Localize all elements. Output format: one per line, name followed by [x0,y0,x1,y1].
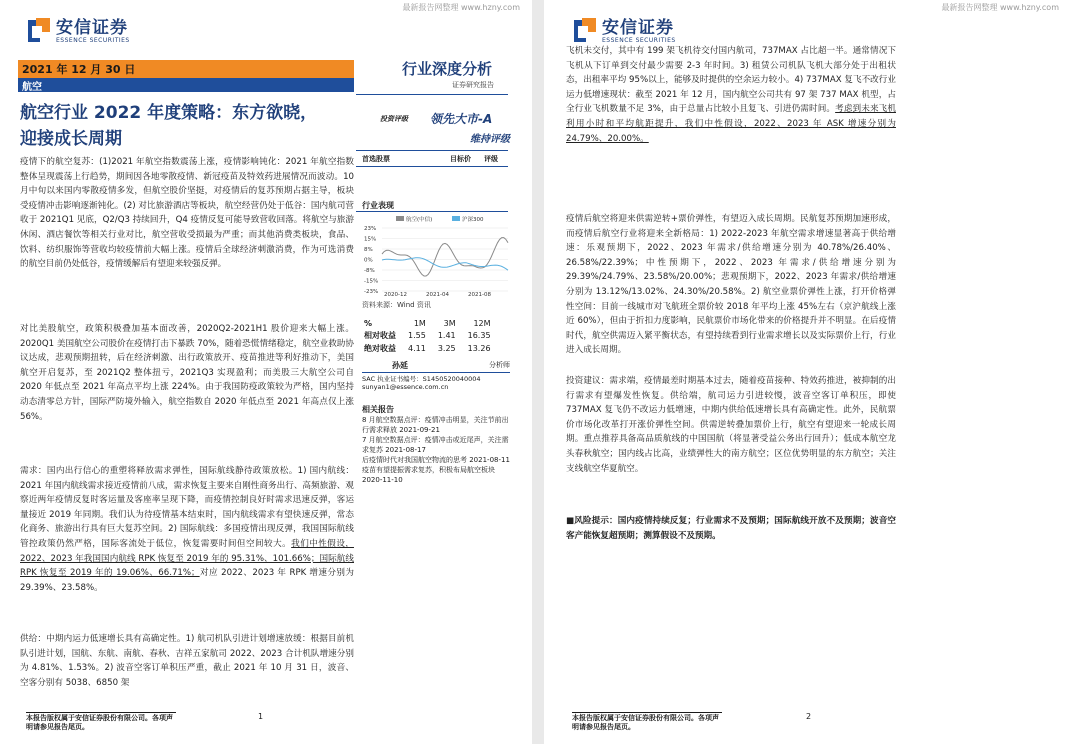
stock-head-1: 首选股票 [362,155,390,163]
related-item[interactable]: 后疫情时代对我国航空物流的思考 2021-08-11 [362,456,510,464]
x-tick-label: 2021-04 [426,292,449,298]
logo-en: ESSENCE SECURITIES [602,36,676,44]
y-tick-label: 8% [364,247,373,253]
footer-rule [572,712,722,713]
industry-performance-chart [362,212,510,298]
para-recovery: 疫情下的航空复苏：(1)2021 年航空指数震荡上涨，疫情影响钝化：2021 年航空指数整体呈现震荡上行趋势，期间因各地零散疫情、新冠疫苗及特效药进展情况而波动。10 月中旬以来国内零散疫情多发，但航空股价坚挺，对疫情后的复苏预期占据主导，板块受疫情冲击影响逐渐钝化。(2) 对比旅游酒店等板块，航空经营仍处于低谷：国内航司营收于 2021Q1 见底，Q2/Q3 持续回升，Q4 疫情反复可能导致营收回落。将航空与旅游休闲、酒店餐饮等相关行业对比，航空营收受损最为严重；而其他消费类板块，食品、饮料、纺织服饰等营收均较疫情前大幅上涨。疫情后全球经济刺激消费，作为可选消费的航空目前仍处低谷，疫情缓解后有望迎来较强反弹。 [20,157,354,270]
logo-cn: 安信证券 [602,17,674,38]
para-us-airlines: 对比美股航空，政策积极叠加基本面改善，2020Q2-2021H1 股价迎来大幅上涨。2020Q1 美国航空公司股价在疫情打击下暴跌 70%，随着恐慌情绪稳定，航空业救助协议达成，悲观预期扭转，后在经济刺激、出行政策放开、疫苗推进等利好推动下，美国航空开启复苏，至 2021Q2 整体扭亏，2021Q3 实现盈利；而美股三大航空公司自 2020 年低点至 2021 年高点平均上涨 224%。由于我国防疫政策较为严格，国内坚持动态清零总方针，国际严防境外输入，航空指数自 2020 年低点至 2021 年高点仅上涨 56%。 [20,324,354,422]
logo-icon [574,18,596,44]
para-invest-advice: 投资建议：需求端，疫情最差时期基本过去，随着疫苗接种、特效药推进，被抑制的出行需求有望爆发性恢复。供给端，航司运力引进较慢，波音空客订单积压，即使 737MAX 复飞仍不改运力低增速，中期内供给低速增长具有高确定性。此外，民航票价市场化改革打开涨价弹性空间。供需逆转叠加票价上行，航空有望迎来一轮成长周期。重点推荐具备高品质航线的中国国航（将显著受益公务出行回升）；低成本航空龙头春秋航空；国内线占比高，业绩弹性大的南方航空；区位优势明显的东方航空；关注支线航空华夏航空。 [566,376,896,474]
related-item[interactable]: 8 月航空数据点评：疫情冲击明显，关注节前出行需求释放 2021-09-21 [362,416,509,434]
y-tick-label: -8% [364,268,375,274]
legend-swatch-aviation [396,216,404,221]
legend-aviation: 航空(中信) [406,217,433,223]
y-tick-label: -15% [364,278,379,285]
chart-source: 资料来源：Wind 资讯 [362,301,431,309]
footer-rule [26,712,176,713]
stock-head-3: 评级 [484,155,498,163]
rating-keep: 维持评级 [470,134,510,145]
para-risk: ■风险提示：国内疫情持续反复；行业需求不及预期；国际航线开放不及预期；波音空客产能恢复超预期；测算假设不及预期。 [566,516,896,541]
related-item[interactable]: 7 月航空数据点评：疫情冲击或近尾声，关注需求复苏 2021-08-17 [362,436,509,454]
watermark: 最新报告网整理 www.hzny.com [402,3,520,12]
page-number: 1 [258,712,264,721]
report-page-1 [0,0,532,744]
legend-hs300: 沪深300 [462,217,484,223]
page-number: 2 [806,712,812,721]
divider [356,166,508,167]
para-supply: 供给：中期内运力低速增长具有高确定性。1) 航司机队引进计划增速放缓：根据目前机队引进计划，国航、东航、南航、春秋、吉祥五家航司 2022、2023 合计机队增速分别为 4.81%、1.53%。2) 波音空客订单积压严重，截止 2021 年 10 月 31 日，波音、空客分别有 5038、6850 架 [20,634,354,688]
para-growth-cycle: 疫情后航空将迎来供需逆转+票价弹性，有望迈入成长周期。民航复苏预期加速形成，而疫情后航空行业将迎来全新格局：1) 2022-2023 年航空需求增速显著高于供给增速：乐观预期下，2022、2023 年需求/供给增速分别为 40.78%/26.40%、26.58%/22.39%；中性预期下，2022、2023 年需求/供给增速分别为 29.39%/24.79%、23.58%/20.00%；悲观预期下，2022、2023 年需求/供给增速分别为 13.12%/13.02%、24.30%/20.58%。2) 航空业票价弹性上涨，打开价格弹性空间：目前一线城市对飞航班全票价较 2018 年平均上涨 45%左右（京沪航线上涨近 60%），但由于折扣力度影响，民航票价市场化带来的价格提升并不明显。在后疫情时代，航空供需迈入紧平衡状态，有望持续看到行业需求增长以及实际票价上行，行业进入成长周期。 [566,214,896,356]
perf-label: 行业表现 [362,201,394,210]
divider [356,150,508,151]
legend-swatch-hs300 [452,216,460,221]
related-reports [362,405,510,485]
para-supply-cont: 飞机未交付，其中有 199 架飞机待交付国内航司，737MAX 占比超一半。通常情况下飞机从下订单到交付最少需要 2-3 年时间。3) 租赁公司机队飞机大部分处于出租状态，出租率平均 95%以上，能够及时提供的空余运力较小。4) 737MAX 复飞不改行业运力低增速现状：截至 2021 年 12 月，国内航空公司共有 97 架 737 MAX 机型，占全行业飞机数量不足 3%，由于总量占比较小且复飞、引进仍需时间。考虑到未来飞机利用小时和平均航距提升，我们中性假设，2022、2023 年 ASK 增速分别为 24.79%、20.00%。 [566,46,896,144]
logo-en: ESSENCE SECURITIES [56,36,130,44]
footer-note: 本报告版权属于安信证券股份有限公司。各项声明请参见报告尾页。 [572,714,719,731]
essence-logo [574,18,676,44]
sector-bar [18,78,354,92]
ask-assumption: 考虑到未来飞机利用小时和平均航距提升，我们中性假设，2022、2023 年 ASK 增速分别为 24.79%、20.00%。 [566,104,896,144]
report-subtype: 证券研究报告 [452,81,494,89]
analyst-email: sunyan1@essence.com.cn [362,383,449,391]
stock-head-2: 目标价 [450,155,471,163]
watermark: 最新报告网整理 www.hzny.com [941,3,1059,12]
sector-label: 航空 [22,82,42,93]
page-title: 航空行业 2022 年度策略：东方欲晓， 迎接成长周期 [20,103,318,149]
assumption-underline: 我们中性假设，2022、2023 年我国国内航线 RPK 恢复至 2019 年的 95.31%、101.66%；国际航线 RPK 恢复至 2019 年的 19.06%、66.71%； [20,538,354,579]
y-tick-label: 0% [364,257,373,264]
table-row: 相对收益 1.55 1.41 16.35 [364,331,491,340]
analyst-block [362,360,510,391]
y-tick-label: -23% [364,289,379,295]
analyst-role: 分析师 [489,361,510,369]
related-head: 相关报告 [362,405,394,414]
y-tick-label: 15% [364,236,377,243]
para-demand: 需求：国内出行信心的重塑将释放需求弹性，国际航线静待政策放松。1) 国内航线：2021 年国内航线需求接近疫情前八成，需求恢复主要来自刚性商务出行、高频旅游、观察近两年疫情反复时客运量及客座率呈现下降，而疫情控制良好时需求迅速反弹，客运量接近 2019 年同期。我们认为待疫情基本结束时，国内航线需求有望快速反弹，常态化商务、旅游出行具有巨大复苏空间。2) 国际航线：多国疫情出现反弹，我国国际航线管控政策仍然严格，国际客流处于低位，恢复需要时间但空间较大。我们中性假设，2022、2023 年我国国内航线 RPK 恢复至 2019 年的 95.31%、101.66%；国际航线 RPK 恢复至 2019 年的 19.06%、66.71%；对应 2022、2023 年 RPK 增速分别为 29.39%、23.58%。 [20,466,354,593]
rating-main: 领先大市-A [430,112,493,126]
report-type: 行业深度分析 [402,60,493,78]
report-page-2 [544,0,1071,744]
logo-icon [28,18,50,44]
report-date: 2021 年 12 月 30 日 [22,63,136,76]
table-row: 绝对收益 4.11 3.25 13.26 [364,344,491,353]
analyst-sac: SAC 执业证书编号：S1450520040004 [362,375,481,383]
essence-logo [28,18,130,44]
header-rule [356,94,508,95]
related-item[interactable]: 疫苗有望提振需求复苏，积极布局航空板块 2020-11-10 [362,466,495,484]
invest-label: 投资评级 [380,115,408,123]
x-tick-label: 2020-12 [384,292,407,298]
analyst-name: 孙延 [392,361,408,370]
logo-cn: 安信证券 [56,17,128,38]
performance-table: % 1M 3M 12M 相对收益 1.55 1.41 16.35 绝对收益 4.11 3.25 13.26 [362,318,497,355]
x-tick-label: 2021-08 [468,292,491,298]
footer-note: 本报告版权属于安信证券股份有限公司。各项声明请参见报告尾页。 [26,714,173,731]
y-tick-label: 23% [364,226,377,232]
